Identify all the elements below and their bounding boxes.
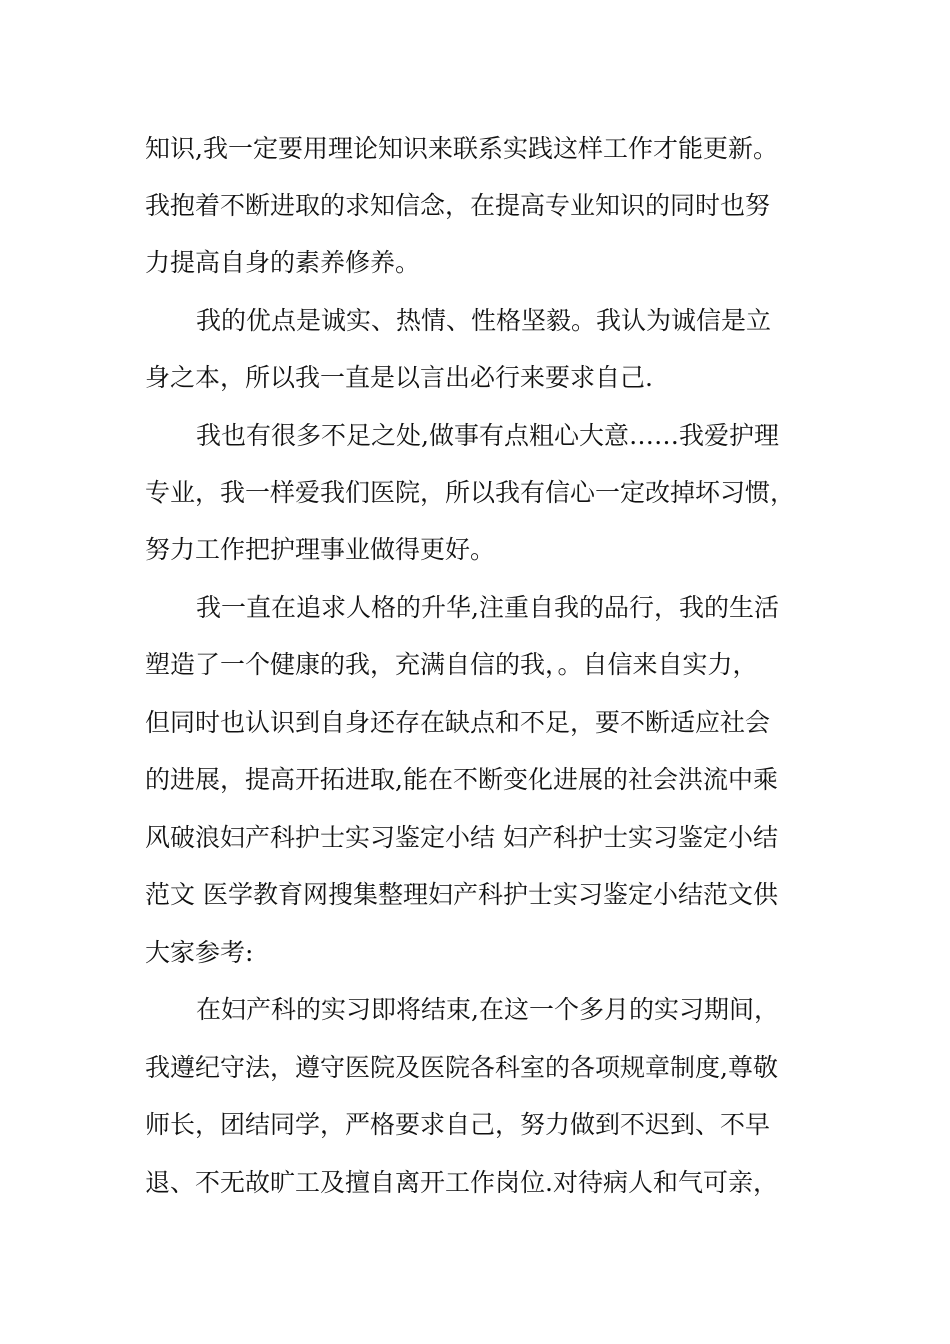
text-line: 我遵纪守法，遵守医院及医院各科室的各项规章制度,尊敬 [145,1053,778,1082]
paragraph-first-line: 在妇产科的实习即将结束,在这一个多月的实习期间， [196,995,779,1024]
text-line: 的进展，提高开拓进取,能在不断变化进展的社会洪流中乘 [145,765,778,794]
text-line: 范文 医学教育网搜集整理妇产科护士实习鉴定小结范文供 [145,880,778,909]
text-line: 努力工作把护理事业做得更好。 [145,535,496,564]
paragraph-first-line: 我也有很多不足之处,做事有点粗心大意……我爱护理 [196,421,779,450]
text-line: 师长，团结同学，严格要求自己，努力做到不迟到、不早 [145,1110,771,1139]
text-line: 知识,我一定要用理论知识来联系实践这样工作才能更新。 [145,134,778,163]
text-line: 风破浪妇产科护士实习鉴定小结 妇产科护士实习鉴定小结 [145,823,778,852]
text-line: 力提高自身的素养修养。 [145,248,421,277]
text-line: 我抱着不断进取的求知信念，在提高专业知识的同时也努 [145,191,771,220]
text-line: 退、不无故旷工及擅自离开工作岗位.对待病人和气可亲， [145,1168,778,1197]
paragraph-first-line: 我一直在追求人格的升华,注重自我的品行，我的生活 [196,593,779,622]
text-line: 但同时也认识到自身还存在缺点和不足，要不断适应社会 [145,708,771,737]
paragraph-first-line: 我的优点是诚实、热情、性格坚毅。我认为诚信是立 [196,306,772,335]
text-line: 专业，我一样爱我们医院，所以我有信心一定改掉坏习惯， [145,478,796,507]
text-line: 塑造了一个健康的我，充满自信的我，。自信来自实力， [145,650,758,679]
text-line: 大家参考: [145,938,254,967]
text-line: 身之本，所以我一直是以言出必行来要求自己. [145,363,653,392]
